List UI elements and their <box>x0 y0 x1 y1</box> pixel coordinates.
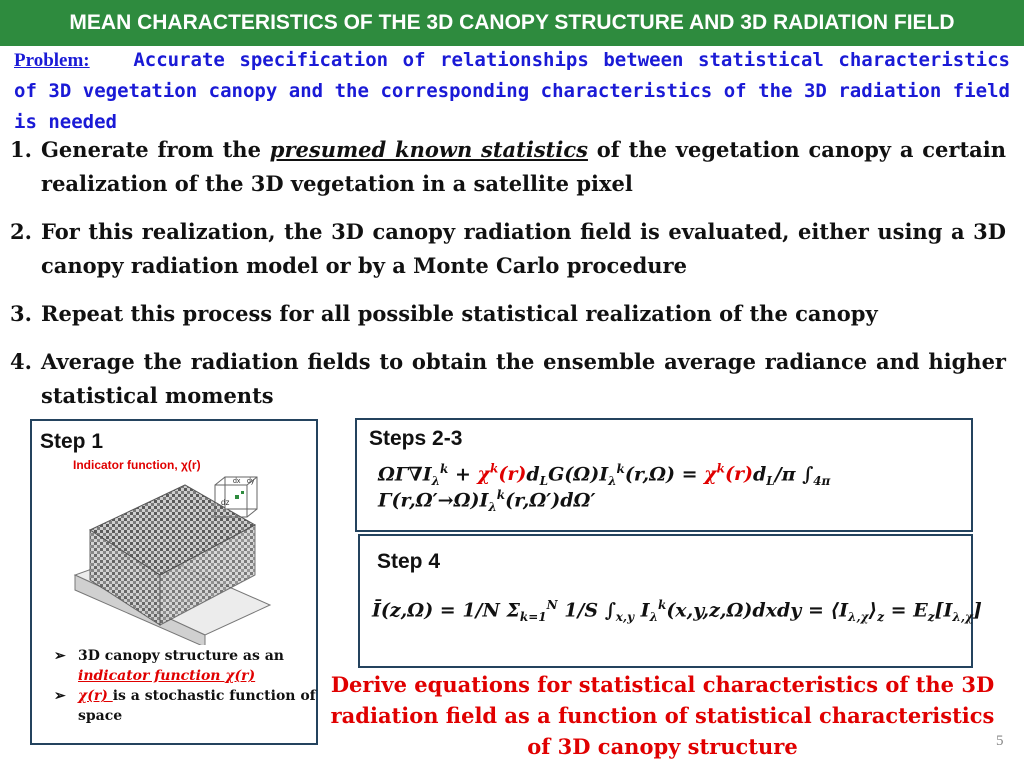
step1-label: Step 1 <box>40 430 104 453</box>
transport-equation: $\Omega\Gamma\nabla I_\lambda^k + \chi^k(r)d_LG(\Omega)I_\lambda^k(r,\Omega) = \chi^k(r)d_L/\pi$ $\int_{4\pi}$ $\Gamma(r,\Omega'\to\Omega)I_\lambda^k(r,\Omega')d\Omega'$ <box>378 462 831 515</box>
steps23-label: Steps 2-3 <box>369 427 463 450</box>
problem-text: Accurate specification of relationships between statistical characteristics of 3D vegetation canopy and the corresponding characteristics of the 3D radiation field is needed <box>14 49 1010 133</box>
cell-label-dy: dy <box>247 478 255 485</box>
problem-statement <box>14 45 1010 138</box>
canopy-figure <box>55 455 285 645</box>
slide-title: MEAN CHARACTERISTICS OF THE 3D CANOPY STRUCTURE AND 3D RADIATION FIELD <box>0 0 1024 46</box>
step4-label: Step 4 <box>377 550 441 573</box>
problem-label: Problem: <box>14 50 90 71</box>
averaging-equation: Ī(z,Ω) = 1/N $\Sigma_{k=1}^N$ 1/S $\int_{x,y}$ $I_\lambda^k(x,y,z,\Omega)dxdy$ = $⟨I_{\lambda,\chi}⟩_z = E_z[I_{\lambda,\chi}]$ <box>372 598 982 625</box>
cell-label-dz: dz <box>221 498 230 507</box>
step-item: 2. For this realization, the 3D canopy radiation field is evaluated, either using a 3D canopy radiation model or by a Monte Carlo procedure <box>10 219 1006 278</box>
step-item: 1. Generate from the presumed known statistics of the vegetation canopy a certain realization of the 3D vegetation in a satellite pixel <box>10 137 1006 196</box>
cell-label-dx: dx <box>233 478 241 485</box>
arrow-bullet-icon: ➢ <box>54 688 66 704</box>
step1-bullets <box>54 646 316 726</box>
bullet-item: ➢ χ(r) is a stochastic function of space <box>54 688 316 724</box>
step-item: 3. Repeat this process for all possible statistical realization of the canopy <box>10 301 878 326</box>
emphasized-text: presumed known statistics <box>269 137 588 162</box>
figure-title: Indicator function, χ(r) <box>73 458 201 472</box>
derive-statement: Derive equations for statistical characteristics of the 3D radiation field as a function of statistical characteristics of 3D canopy structure <box>330 672 995 759</box>
step-item: 4. Average the radiation fields to obtain the ensemble average radiance and higher statistical moments <box>10 349 1006 408</box>
page-number: 5 <box>996 733 1004 749</box>
bullet-item: ➢ 3D canopy structure as an indicator function χ(r) <box>54 648 284 684</box>
arrow-bullet-icon: ➢ <box>54 648 66 664</box>
steps-list <box>10 133 1006 427</box>
